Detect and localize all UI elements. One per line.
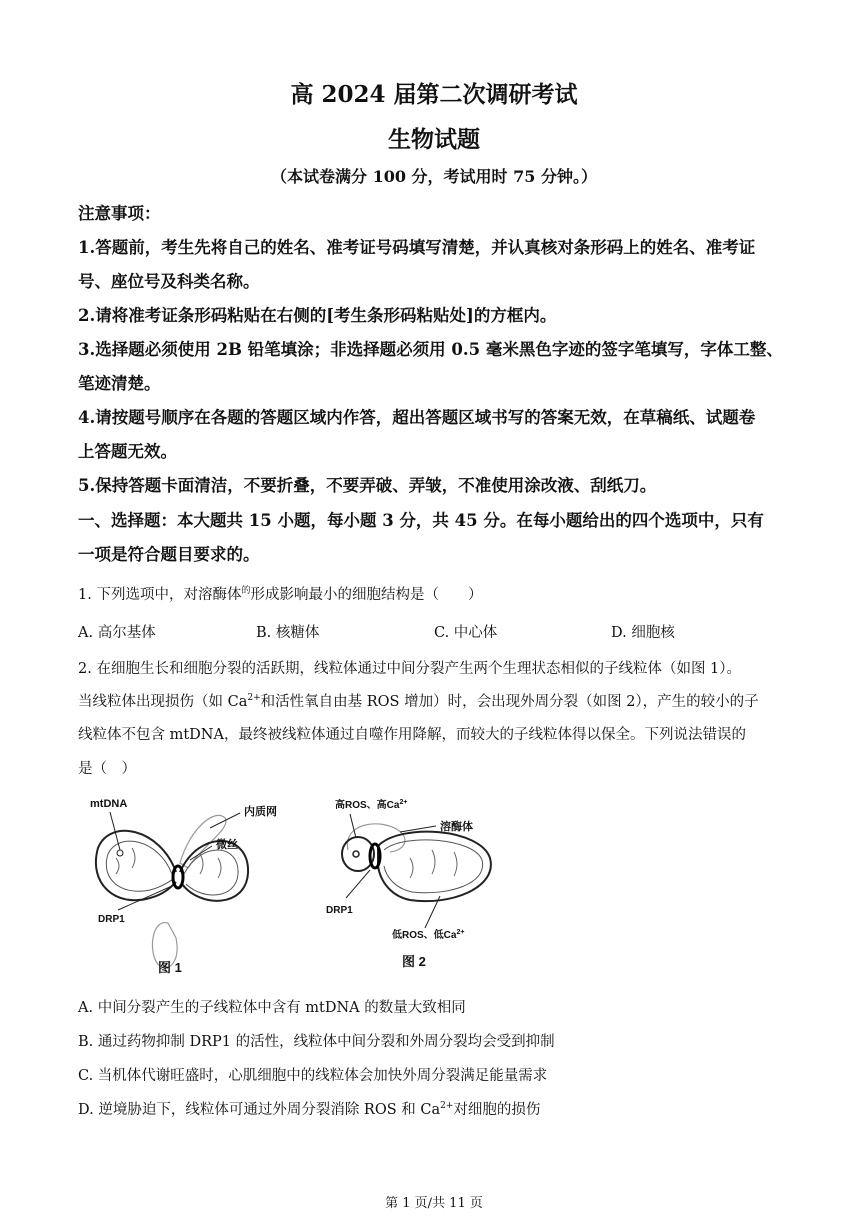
q2-option-d-post: 对细胞的损伤 [453,1102,541,1118]
notice-line: 4.请按题号顺序在各题的答题区域内作答，超出答题区域书写的答案无效，在草稿纸、试题卷 [78,408,756,427]
notice-line: 2.请将准考证条形码粘贴在右侧的[考生条形码粘贴处]的方框内。 [78,306,557,325]
notice-line: 5.保持答题卡面清洁，不要折叠，不要弄破、弄皱，不准使用涂改液、刮纸刀。 [78,476,657,495]
section-heading: 一、选择题：本大题共 15 小题，每小题 3 分，共 45 分。在每小题给出的四个选项中，只有 [78,511,764,530]
q2-stem-line: 线粒体不包含 mtDNA，最终被线粒体通过自噬作用降解，而较大的子线粒体得以保全。下列说法错误的 [78,727,746,743]
q2-option-d-pre: D. 逆境胁迫下，线粒体可通过外周分裂消除 ROS 和 Ca [78,1102,441,1118]
fig2-label-high-sup: 2+ [399,799,408,806]
notice-line: 笔迹清楚。 [78,374,161,393]
notice-heading: 注意事项： [78,204,161,223]
fig2-label-low-sup: 2+ [456,929,465,936]
fig1-label-er: 内质网 [244,806,277,818]
q1-stem-sup: 的 [241,586,251,597]
q2-line2-sup: 2+ [247,693,261,704]
q1-stem-b: 形成影响最小的细胞结构是（ ） [250,587,483,603]
fig1-label-mtdna: mtDNA [90,798,128,810]
notice-line: 1.答题前，考生先将自己的姓名、准考证号码填写清楚，并认真核对条形码上的姓名、准考证 [78,238,756,257]
section-heading: 一项是符合题目要求的。 [78,545,260,564]
fig2-label-low [392,928,464,941]
exam-title: 高 2024 届第二次调研考试 [290,81,578,108]
fig1-caption: 图 1 [158,960,182,975]
notice-line: 上答题无效。 [78,442,177,461]
q2-stem-line: 2. 在细胞生长和细胞分裂的活跃期，线粒体通过中间分裂产生两个生理状态相似的子线粒体（如图 1）。 [78,661,742,677]
fig1-label-drp1: DRP1 [98,914,125,925]
fig2-caption: 图 2 [402,954,426,969]
q1-option-a: A. 高尔基体 [78,625,156,641]
question-1-stem [78,583,482,604]
q1-option-d: D. 细胞核 [611,625,675,641]
q1-stem-a: 1. 下列选项中，对溶酶体 [78,587,242,603]
q2-line2a: 当线粒体出现损伤（如 Ca [78,694,248,710]
q2-option-d-sup: 2+ [440,1101,454,1112]
q2-option-c: C. 当机体代谢旺盛时，心肌细胞中的线粒体会加快外周分裂满足能量需求 [78,1068,548,1084]
figure-1-diagram [96,812,248,967]
q2-option-d [78,1098,540,1119]
q2-stem-line: 是（ ） [78,761,136,777]
q2-option-a: A. 中间分裂产生的子线粒体中含有 mtDNA 的数量大致相同 [78,1000,466,1016]
q2-stem-line [78,690,759,711]
fig2-label-drp1: DRP1 [326,905,353,916]
page-footer: 第 1 页/共 11 页 [385,1196,483,1211]
q1-option-c: C. 中心体 [434,625,498,641]
notice-line: 3.选择题必须使用 2B 铅笔填涂；非选择题必须用 0.5 毫米黑色字迹的签字笔填写，字体工整、 [78,340,783,359]
fig2-label-high-text: 高ROS、高Ca [335,800,400,811]
subject-title: 生物试题 [388,126,480,153]
notice-line: 号、座位号及科类名称。 [78,272,260,291]
fig2-label-high [335,798,407,811]
fig1-label-microfilament: 微丝 [216,839,238,851]
fig2-label-low-text: 低ROS、低Ca [392,930,457,941]
fig2-label-lysosome: 溶酶体 [440,821,473,833]
q1-option-b: B. 核糖体 [256,625,320,641]
q2-line2b: 和活性氧自由基 ROS 增加）时，会出现外周分裂（如图 2），产生的较小的子 [260,694,759,710]
mitochondria-figure [80,788,520,988]
exam-note: （本试卷满分 100 分，考试用时 75 分钟。） [271,167,597,186]
q2-option-b: B. 通过药物抑制 DRP1 的活性，线粒体中间分裂和外周分裂均会受到抑制 [78,1034,555,1050]
